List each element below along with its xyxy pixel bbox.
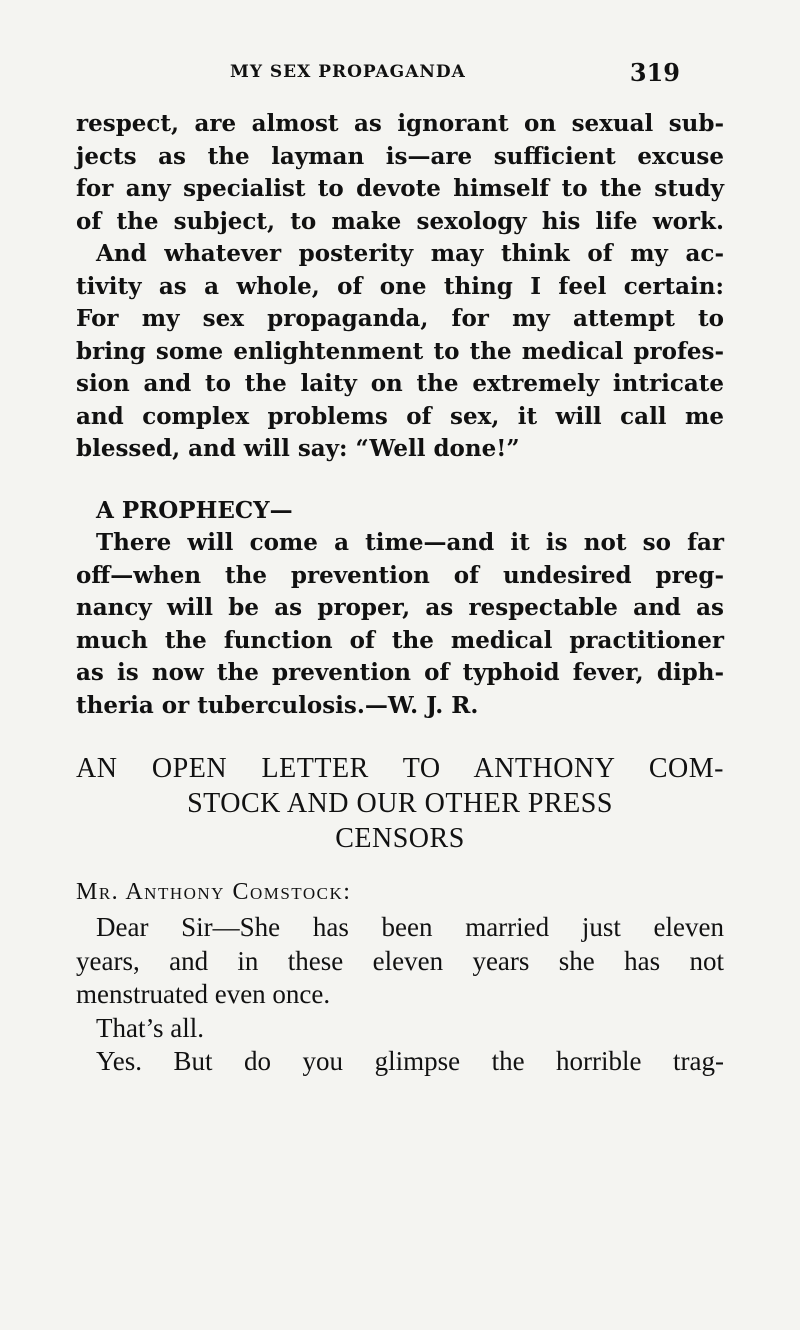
paragraph-continued bbox=[76, 108, 724, 466]
text-line: jects as the layman is—are sufficient excuse bbox=[76, 142, 724, 170]
text-line: of the subject, to make sexology his life work. bbox=[76, 207, 724, 235]
text-line: For my sex propaganda, for my attempt to bbox=[76, 305, 724, 332]
spacer bbox=[76, 722, 724, 751]
open-letter-title bbox=[76, 751, 724, 856]
text-line: off—when the prevention of undesired preg- bbox=[76, 561, 724, 589]
page-number: 319 bbox=[629, 58, 680, 87]
prophecy-heading: A PROPHECY— bbox=[96, 496, 293, 524]
spacer bbox=[76, 856, 724, 874]
text-line: for any specialist to devote himself to the study bbox=[76, 175, 724, 202]
text-line: respect, are almost as ignorant on sexual sub- bbox=[76, 110, 724, 137]
text-line: menstruated even once. bbox=[76, 979, 331, 1009]
text-line: Dear Sir—She has been married just eleven bbox=[96, 912, 724, 942]
text-line: as is now the prevention of typhoid fever, diph- bbox=[76, 659, 724, 686]
spacer bbox=[76, 466, 724, 495]
text-line: There will come a time—and it is not so far bbox=[96, 529, 724, 556]
text-line: theria or tuberculosis.—W. J. R. bbox=[76, 691, 479, 719]
open-letter-body bbox=[76, 874, 724, 1079]
text-line: tivity as a whole, of one thing I feel certain: bbox=[76, 272, 724, 300]
title-line: STOCK AND OUR OTHER PRESS bbox=[187, 788, 613, 819]
running-title: MY SEX PROPAGANDA bbox=[230, 62, 466, 82]
text-line: sion and to the laity on the extremely intricate bbox=[76, 370, 724, 397]
text-line: Yes. But do you glimpse the horrible trag- bbox=[96, 1046, 724, 1076]
running-header bbox=[230, 58, 680, 98]
text-line: much the function of the medical practitioner bbox=[76, 626, 724, 654]
body-text bbox=[76, 108, 724, 1079]
text-line: bring some enlightenment to the medical profes- bbox=[76, 337, 724, 365]
salutation: Mr. Anthony Comstock: bbox=[76, 879, 352, 905]
title-line: CENSORS bbox=[335, 823, 465, 854]
prophecy-section bbox=[76, 495, 724, 723]
text-line: nancy will be as proper, as respectable and as bbox=[76, 594, 724, 621]
text-line: That’s all. bbox=[96, 1012, 204, 1043]
text-line: And whatever posterity may think of my ac- bbox=[96, 240, 724, 267]
text-line: and complex problems of sex, it will call me bbox=[76, 402, 724, 430]
text-line: years, and in these eleven years she has not bbox=[76, 945, 724, 976]
title-line: AN OPEN LETTER TO ANTHONY COM- bbox=[76, 753, 724, 784]
text-line: blessed, and will say: “Well done!” bbox=[76, 435, 520, 462]
